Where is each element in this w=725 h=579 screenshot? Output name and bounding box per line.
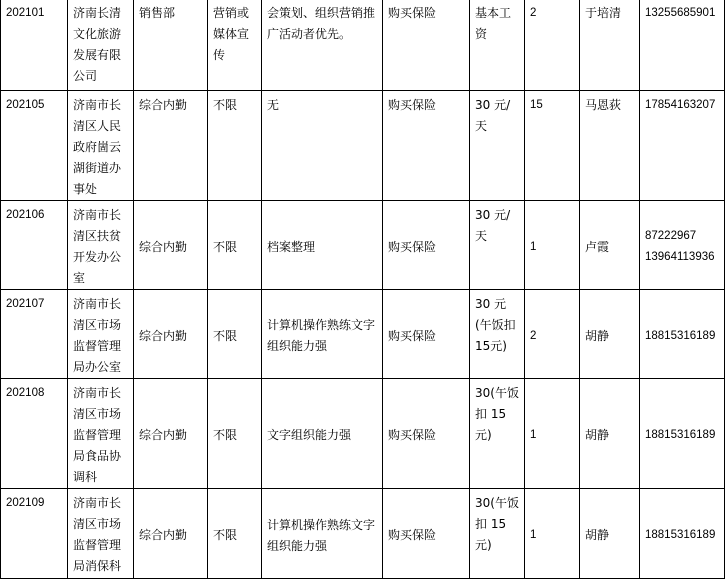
phone-number: 13255685901 xyxy=(645,7,716,19)
cell-insurance xyxy=(383,201,470,290)
cell-insurance-text: 购买保险 xyxy=(388,528,437,542)
cell-major-text: 不限 xyxy=(213,528,238,542)
cell-requirement-text: 计算机操作熟练文字组织能力强 xyxy=(267,517,376,553)
cell-count xyxy=(525,201,580,290)
cell-position-text: 综合内勤 xyxy=(139,528,188,542)
cell-unit xyxy=(68,201,134,290)
cell-unit-text: 济南市长清区市场监督管理局消保科 xyxy=(73,496,122,573)
cell-pay-text: 30(午饭扣 15元) xyxy=(475,386,519,442)
cell-insurance xyxy=(383,489,470,579)
table-row xyxy=(1,0,725,91)
cell-contact xyxy=(580,201,640,290)
cell-contact xyxy=(580,290,640,379)
cell-position-text: 综合内勤 xyxy=(139,239,188,254)
phone-number: 18815316189 xyxy=(645,529,716,541)
cell-pay xyxy=(470,0,525,91)
cell-count-text: 1 xyxy=(530,529,537,541)
cell-unit-text: 济南市长清区扶贫开发办公室 xyxy=(73,208,122,285)
phone-number: 17854163207 xyxy=(645,99,716,111)
cell-major xyxy=(208,201,262,290)
cell-requirement-text: 档案整理 xyxy=(267,239,316,254)
cell-insurance-text: 购买保险 xyxy=(388,328,437,343)
cell-insurance-text: 购买保险 xyxy=(388,6,437,20)
cell-unit xyxy=(68,0,134,91)
cell-requirement-text: 文字组织能力强 xyxy=(267,428,352,442)
cell-position xyxy=(134,290,208,379)
cell-contact-text: 胡静 xyxy=(585,328,610,343)
cell-pay-text: 30 元(午饭扣 15元) xyxy=(475,297,516,353)
cell-count xyxy=(525,0,580,91)
cell-requirement xyxy=(262,379,383,489)
cell-requirement-text: 无 xyxy=(267,98,280,112)
cell-id xyxy=(1,91,68,201)
cell-position-text: 综合内勤 xyxy=(139,98,188,112)
cell-position-text: 综合内勤 xyxy=(139,428,188,442)
cell-id xyxy=(1,0,68,91)
cell-position xyxy=(134,489,208,579)
cell-pay xyxy=(470,379,525,489)
table-row xyxy=(1,201,725,290)
cell-requirement xyxy=(262,489,383,579)
cell-phone xyxy=(640,379,725,489)
phone-number: 18815316189 xyxy=(645,429,716,441)
cell-insurance-text: 购买保险 xyxy=(388,428,437,442)
cell-contact xyxy=(580,91,640,201)
cell-unit-text: 济南长清文化旅游发展有限公司 xyxy=(73,6,122,83)
cell-requirement xyxy=(262,201,383,290)
table-row xyxy=(1,489,725,579)
cell-contact xyxy=(580,379,640,489)
cell-id-text: 202109 xyxy=(6,497,45,509)
cell-unit xyxy=(68,290,134,379)
cell-phone xyxy=(640,91,725,201)
cell-count-text: 2 xyxy=(530,329,537,342)
cell-major-text: 不限 xyxy=(213,98,238,112)
cell-unit-text: 济南市长清区人民政府崮云湖街道办事处 xyxy=(73,98,122,196)
cell-id-text: 202106 xyxy=(6,209,45,221)
cell-id-text: 202107 xyxy=(6,298,45,310)
cell-id xyxy=(1,201,68,290)
phone-number: 13964113936 xyxy=(645,251,715,263)
cell-count-text: 1 xyxy=(530,429,537,441)
cell-major-text: 营销或媒体宣传 xyxy=(213,6,250,62)
cell-id-text: 202105 xyxy=(6,99,45,111)
cell-unit-text: 济南市长清区市场监督管理局食品协调科 xyxy=(73,386,122,484)
cell-major-text: 不限 xyxy=(213,328,238,343)
cell-id xyxy=(1,379,68,489)
phone-number: 87222967 xyxy=(645,230,697,242)
cell-phone xyxy=(640,489,725,579)
table-row xyxy=(1,91,725,201)
cell-major xyxy=(208,290,262,379)
cell-pay-text: 基本工资 xyxy=(475,6,512,41)
cell-major xyxy=(208,91,262,201)
phone-number: 18815316189 xyxy=(645,329,716,342)
table-row xyxy=(1,290,725,379)
cell-pay xyxy=(470,201,525,290)
cell-position xyxy=(134,379,208,489)
cell-insurance xyxy=(383,290,470,379)
cell-insurance xyxy=(383,91,470,201)
cell-major-text: 不限 xyxy=(213,428,238,442)
cell-unit-text: 济南市长清区市场监督管理局办公室 xyxy=(73,297,122,374)
cell-unit xyxy=(68,91,134,201)
cell-requirement-text: 计算机操作熟练文字组织能力强 xyxy=(267,318,376,353)
cell-pay-text: 30 元/天 xyxy=(475,98,511,133)
cell-major xyxy=(208,379,262,489)
cell-major xyxy=(208,489,262,579)
cell-requirement xyxy=(262,91,383,201)
cell-position xyxy=(134,0,208,91)
cell-count-text: 1 xyxy=(530,240,537,253)
cell-count-text: 2 xyxy=(530,7,537,19)
cell-contact-text: 卢霞 xyxy=(585,239,610,254)
cell-insurance xyxy=(383,379,470,489)
cell-id-text: 202108 xyxy=(6,387,45,399)
cell-contact-text: 胡静 xyxy=(585,528,610,542)
cell-count xyxy=(525,489,580,579)
cell-position xyxy=(134,91,208,201)
cell-insurance-text: 购买保险 xyxy=(388,98,437,112)
cell-contact-text: 马恩荻 xyxy=(585,98,622,112)
cell-id xyxy=(1,489,68,579)
cell-contact-text: 胡静 xyxy=(585,428,610,442)
cell-major xyxy=(208,0,262,91)
cell-contact xyxy=(580,489,640,579)
cell-count xyxy=(525,379,580,489)
cell-id-text: 202101 xyxy=(6,7,45,19)
cell-unit xyxy=(68,489,134,579)
cell-count xyxy=(525,91,580,201)
cell-id xyxy=(1,290,68,379)
cell-count-text: 15 xyxy=(530,99,543,111)
table-row xyxy=(1,379,725,489)
cell-phone xyxy=(640,201,725,290)
cell-major-text: 不限 xyxy=(213,239,238,254)
cell-phone xyxy=(640,0,725,91)
table-body xyxy=(1,0,725,579)
cell-requirement-text: 会策划、组织营销推广活动者优先。 xyxy=(267,6,376,41)
cell-unit xyxy=(68,379,134,489)
cell-position-text: 销售部 xyxy=(139,6,176,20)
cell-pay-text: 30 元/天 xyxy=(475,208,511,243)
cell-requirement xyxy=(262,290,383,379)
cell-pay xyxy=(470,290,525,379)
cell-phone xyxy=(640,290,725,379)
cell-position xyxy=(134,201,208,290)
cell-contact-text: 于培清 xyxy=(585,6,622,20)
cell-pay xyxy=(470,489,525,579)
cell-insurance-text: 购买保险 xyxy=(388,239,437,254)
cell-contact xyxy=(580,0,640,91)
cell-requirement xyxy=(262,0,383,91)
cell-pay-text: 30(午饭扣 15元) xyxy=(475,496,519,552)
cell-insurance xyxy=(383,0,470,91)
cell-pay xyxy=(470,91,525,201)
cell-count xyxy=(525,290,580,379)
cell-position-text: 综合内勤 xyxy=(139,328,188,343)
